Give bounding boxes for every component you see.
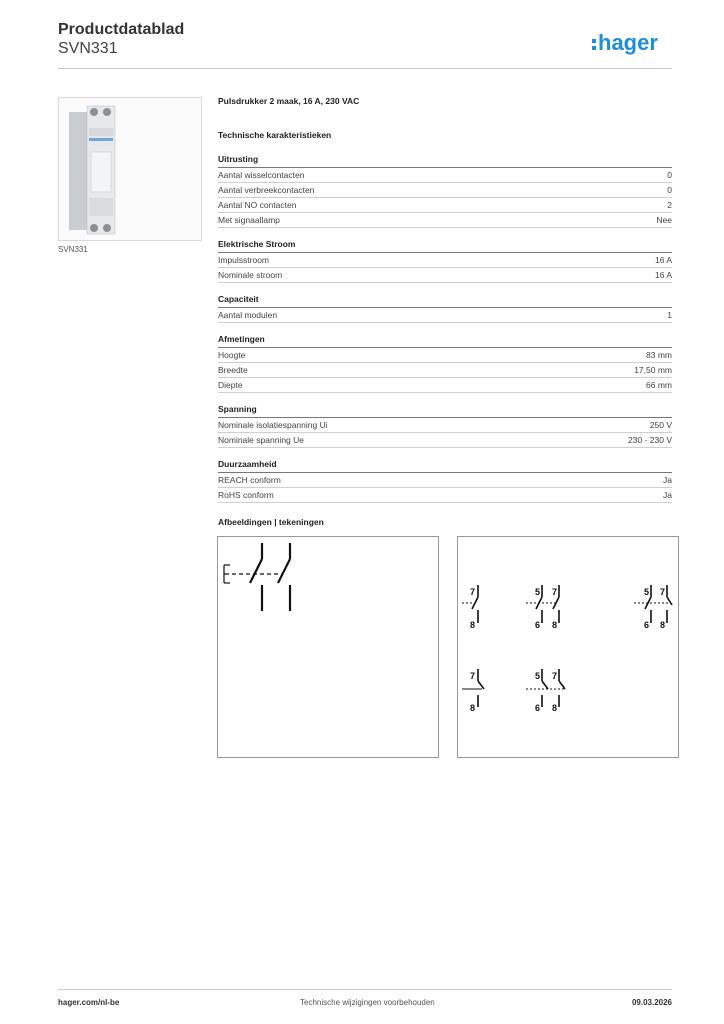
spec-label: Impulsstroom <box>218 255 270 265</box>
spec-row <box>218 363 672 378</box>
product-photo <box>58 97 202 241</box>
spec-label: Nominale stroom <box>218 270 283 280</box>
svg-text:5: 5 <box>644 587 650 597</box>
header-divider <box>58 68 672 69</box>
svg-text:7: 7 <box>470 587 476 597</box>
spec-group-title: Duurzaamheid <box>218 457 672 473</box>
spec-label: Nominale isolatiespanning Ui <box>218 420 328 430</box>
spec-label: REACH conform <box>218 475 281 485</box>
footer-divider <box>58 989 672 990</box>
spec-value: Ja <box>663 475 672 485</box>
spec-label: Aantal NO contacten <box>218 200 297 210</box>
switch-schematic <box>218 537 438 757</box>
spec-row <box>218 268 672 283</box>
spec-row <box>218 488 672 503</box>
spec-value: Ja <box>663 490 672 500</box>
figures-title: Afbeeldingen | tekeningen <box>218 517 324 527</box>
spec-row <box>218 378 672 393</box>
svg-text:6: 6 <box>535 703 541 713</box>
page-title: Productdatablad <box>58 21 185 38</box>
spec-row <box>218 308 672 323</box>
spec-value: 1 <box>667 310 672 320</box>
svg-text:8: 8 <box>470 703 476 713</box>
spec-value: 16 A <box>654 270 672 280</box>
spec-row <box>218 473 672 488</box>
schematic-drawing <box>217 536 439 758</box>
spec-group <box>218 402 672 448</box>
footer-website[interactable]: hager.com/nl-be <box>58 998 120 1007</box>
spec-table <box>218 152 672 512</box>
symbol-letter: E <box>418 747 419 748</box>
spec-group-title: Afmetingen <box>218 332 672 348</box>
spec-row <box>218 198 672 213</box>
spec-value: Nee <box>656 215 672 225</box>
spec-value: 0 <box>667 185 672 195</box>
product-image <box>59 98 201 240</box>
spec-label: Aantal wisselcontacten <box>218 170 305 180</box>
product-description: Pulsdrukker 2 maak, 16 A, 230 VAC <box>218 96 360 106</box>
spec-row <box>218 418 672 433</box>
spec-label: Diepte <box>218 380 243 390</box>
svg-text:5: 5 <box>535 671 541 681</box>
spec-row <box>218 433 672 448</box>
spec-value: 17,50 mm <box>634 365 672 375</box>
svg-text:7: 7 <box>552 587 558 597</box>
svg-text:7: 7 <box>470 671 476 681</box>
hager-logo <box>591 27 677 59</box>
spec-value: 83 mm <box>646 350 672 360</box>
spec-group <box>218 457 672 503</box>
svg-text:8: 8 <box>552 703 558 713</box>
spec-row <box>218 183 672 198</box>
spec-group-title: Spanning <box>218 402 672 418</box>
spec-label: Breedte <box>218 365 248 375</box>
spec-group-title: Capaciteit <box>218 292 672 308</box>
spec-label: Aantal verbreekcontacten <box>218 185 315 195</box>
technical-title: Technische karakteristieken <box>218 130 332 140</box>
spec-value: 230 - 230 V <box>628 435 672 445</box>
spec-row <box>218 253 672 268</box>
spec-row <box>218 168 672 183</box>
svg-text:8: 8 <box>552 620 558 630</box>
footer-notice: Technische wijzigingen voorbehouden <box>300 998 435 1007</box>
svg-text:5: 5 <box>535 587 541 597</box>
photo-caption: SVN331 <box>58 245 88 254</box>
spec-row <box>218 348 672 363</box>
svg-text:8: 8 <box>470 620 476 630</box>
footer-date: 09.03.2026 <box>631 998 672 1007</box>
spec-row <box>218 213 672 228</box>
terminal-diagrams <box>457 536 679 758</box>
spec-label: Hoogte <box>218 350 246 360</box>
spec-group <box>218 152 672 228</box>
spec-value: 2 <box>667 200 672 210</box>
svg-text:7: 7 <box>552 671 558 681</box>
spec-group <box>218 237 672 283</box>
spec-value: 16 A <box>654 255 672 265</box>
svg-text:7: 7 <box>660 587 666 597</box>
logo-text: hager <box>598 30 658 55</box>
svg-text:8: 8 <box>660 620 666 630</box>
spec-label: Nominale spanning Ue <box>218 435 304 445</box>
spec-label: Met signaallamp <box>218 215 280 225</box>
svg-text:6: 6 <box>644 620 650 630</box>
spec-value: 66 mm <box>646 380 672 390</box>
spec-group-title: Uitrusting <box>218 152 672 168</box>
spec-value: 250 V <box>649 420 672 430</box>
spec-group <box>218 332 672 393</box>
spec-group-title: Elektrische Stroom <box>218 237 672 253</box>
terminal-symbols <box>458 537 678 757</box>
spec-label: Aantal modulen <box>218 310 278 320</box>
spec-value: 0 <box>667 170 672 180</box>
spec-group <box>218 292 672 323</box>
spec-label: RoHS conform <box>218 490 274 500</box>
product-code: SVN331 <box>58 40 118 57</box>
svg-text:6: 6 <box>535 620 541 630</box>
